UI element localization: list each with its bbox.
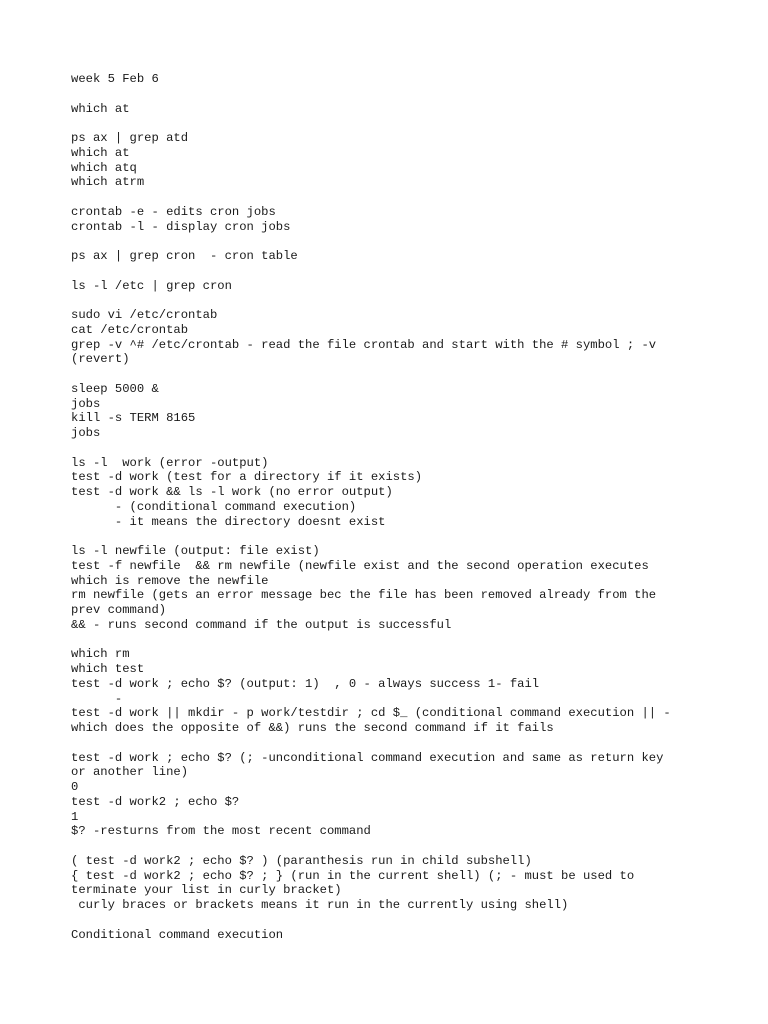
text-line: which atrm: [71, 175, 145, 190]
text-line: test -d work || mkdir - p work/testdir ; cd $_ (conditional command execution || -: [71, 706, 671, 721]
blank-line: [71, 190, 711, 205]
text-line: grep -v ^# /etc/crontab - read the file crontab and start with the # symbol ; -v: [71, 337, 657, 352]
text-line: which does the opposite of &&) runs the second command if it fails: [71, 721, 554, 735]
text-line: test -d work ; echo $? (; -unconditional command execution and same as return key: [71, 750, 664, 765]
text-line: cat /etc/crontab: [71, 322, 189, 337]
blank-line: [71, 633, 711, 648]
text-line: curly braces or brackets means it run in the currently using shell): [71, 898, 569, 912]
text-line: test -d work (test for a directory if it exists): [71, 470, 423, 485]
text-line: kill -s TERM 8165: [71, 411, 196, 426]
blank-line: [71, 264, 711, 279]
blank-line: [71, 913, 711, 928]
blank-line: [71, 116, 711, 131]
blank-line: [71, 736, 711, 751]
blank-line: [71, 87, 711, 102]
text-line: - (conditional command execution): [71, 499, 357, 514]
text-line: sudo vi /etc/crontab: [71, 308, 218, 322]
text-line: ls -l work (error -output): [71, 455, 269, 470]
text-line: ps ax | grep cron - cron table: [71, 249, 298, 263]
text-line: test -d work && ls -l work (no error output): [71, 485, 393, 499]
text-line: which test: [71, 662, 145, 676]
text-line: $? -resturns from the most recent command: [71, 824, 371, 839]
text-line: jobs: [71, 426, 101, 440]
text-line: 1: [71, 809, 79, 824]
blank-line: [71, 529, 711, 544]
text-line: sleep 5000 &: [71, 381, 159, 396]
document-page: [71, 72, 711, 942]
text-line: ( test -d work2 ; echo $? ) (paranthesis run in child subshell): [71, 853, 532, 868]
text-line: jobs: [71, 396, 101, 411]
text-line: rm newfile (gets an error message bec the file has been removed already from the: [71, 588, 657, 603]
text-line: && - runs second command if the output is successful: [71, 617, 452, 632]
blank-line: [71, 839, 711, 854]
text-line: which at: [71, 101, 130, 116]
text-line: terminate your list in curly bracket): [71, 883, 342, 898]
text-line: (revert): [71, 352, 130, 367]
blank-line: [71, 293, 711, 308]
text-line: 0: [71, 780, 79, 794]
text-line: which at: [71, 145, 130, 160]
text-line: or another line): [71, 765, 189, 780]
text-line: test -f newfile && rm newfile (newfile exist and the second operation executes: [71, 558, 649, 573]
text-line: ps ax | grep atd: [71, 131, 189, 145]
text-line: prev command): [71, 603, 167, 617]
text-line: { test -d work2 ; echo $? ; } (run in the current shell) (; - must be used to: [71, 868, 635, 883]
text-line: crontab -e - edits cron jobs: [71, 204, 276, 219]
text-line: test -d work ; echo $? (output: 1) , 0 - always success 1- fail: [71, 676, 540, 691]
text-line: which is remove the newfile: [71, 573, 269, 588]
text-line: ls -l newfile (output: file exist): [71, 544, 320, 558]
text-line: which atq: [71, 160, 137, 175]
text-line: crontab -l - display cron jobs: [71, 219, 291, 234]
blank-line: [71, 234, 711, 249]
text-line: ls -l /etc | grep cron: [71, 278, 232, 293]
text-line: -: [71, 691, 123, 706]
text-line: - it means the directory doesnt exist: [71, 514, 386, 529]
text-line: week 5 Feb 6: [71, 72, 159, 86]
text-line: test -d work2 ; echo $?: [71, 794, 240, 809]
blank-line: [71, 441, 711, 456]
text-line: which rm: [71, 647, 130, 662]
text-line: Conditional command execution: [71, 927, 284, 942]
blank-line: [71, 367, 711, 382]
